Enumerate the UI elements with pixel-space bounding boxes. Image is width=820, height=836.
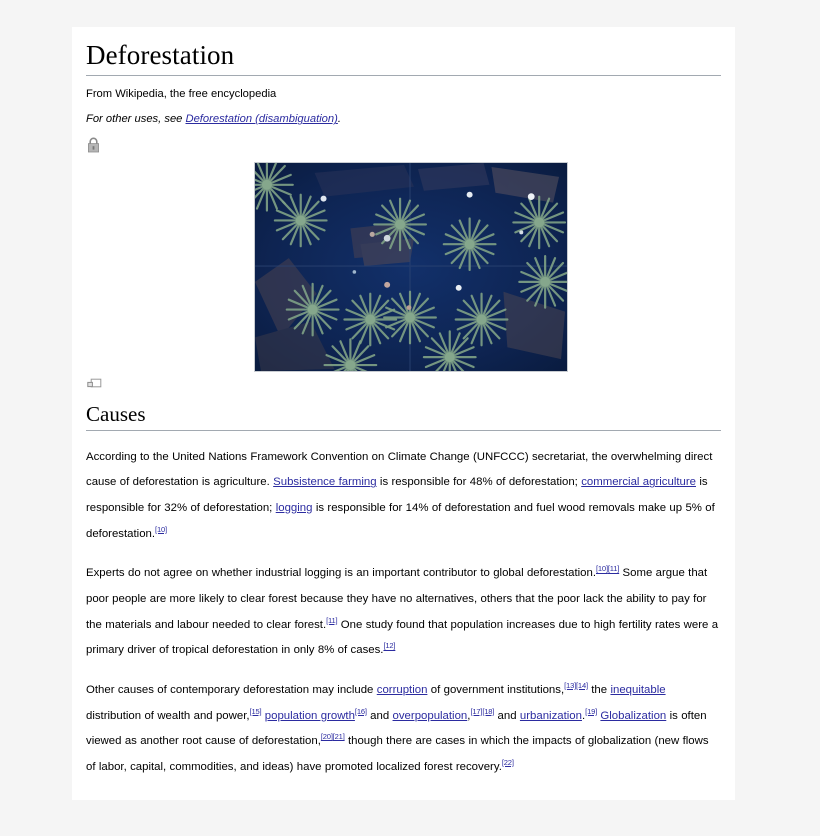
article-content-area [72,27,735,800]
inline-link[interactable]: Globalization [600,709,667,722]
hatnote-suffix: . [337,113,341,126]
paragraph-text: of government institutions, [427,683,565,696]
inline-link[interactable]: inequitable [610,683,666,696]
inline-link[interactable]: overpopulation [392,709,468,722]
citation-ref[interactable]: [19] [585,706,598,716]
paragraph-text: According to the United Nations Framework Convention on Climate Change (UNFCCC) secretariat, the overwhelming direct cause of deforestation is agriculture. [86,450,713,489]
photo-image [255,163,567,371]
section-heading-causes: Causes [86,401,146,426]
inline-link[interactable]: urbanization [519,709,582,722]
inline-link[interactable]: population growth [264,709,355,722]
citation-ref[interactable]: [20] [320,732,333,742]
paragraph-text: and [366,709,393,722]
paragraph-text: Some argue that poor people are more likely to clear forest because they have no alternatives, others that the poor lack the ability to pay for the materials and labour needed to clear forest. [86,567,708,631]
page-title: Deforestation [86,40,235,70]
paragraph-text: is responsible for 14% of deforestation and fuel wood removals make up 5% of deforestation. [86,502,715,540]
inline-link[interactable]: logging [275,502,313,515]
paragraph-text: , [467,709,471,722]
article-figure [86,160,721,378]
inline-link[interactable]: commercial agriculture [581,476,696,489]
paragraph-text: is responsible for 32% of deforestation; [86,476,708,515]
paragraph-text: One study found that population increases due to high fertility rates were a primary driver of tropical deforestation in only 8% of cases. [86,618,719,657]
site-subtitle: From Wikipedia, the free encyclopedia [86,88,277,101]
enlarge-image-row [86,378,721,398]
paragraph-text: distribution of wealth and power, [86,709,250,722]
citation-ref[interactable]: [11] [326,615,338,625]
citation-ref[interactable]: [13] [564,681,577,691]
citation-ref[interactable]: [15] [249,706,262,716]
citation-ref[interactable]: [16] [354,706,367,716]
paragraph-2 [86,561,721,664]
paragraph-text: and [494,709,520,722]
title-divider [86,75,721,76]
paragraph-text: Experts do not agree on whether industrial logging is an important contributor to global deforestation. [86,567,596,580]
citation-ref[interactable]: [22] [501,758,514,768]
protection-indicator-row [86,134,721,160]
hatnote [86,111,721,127]
disambiguation-link[interactable]: Deforestation (disambiguation) [185,113,338,126]
lock-icon[interactable] [87,137,100,153]
citation-ref[interactable]: [10] [155,524,167,534]
citation-ref[interactable]: [14] [576,681,588,691]
inline-link[interactable]: corruption [376,683,428,696]
paragraph-text: . [581,709,586,722]
paragraph-3 [86,678,721,781]
section-divider [86,430,721,431]
citation-ref[interactable]: [21] [332,732,345,742]
inline-link[interactable]: Subsistence farming [273,476,377,489]
enlarge-icon[interactable] [87,378,102,390]
paragraph-text: Other causes of contemporary deforestation may include [86,683,377,696]
hatnote-prefix: For other uses, see [86,113,186,126]
deforestation-photo[interactable] [254,162,568,372]
paragraph-1 [86,445,721,548]
citation-ref[interactable]: [12] [383,641,396,651]
citation-ref[interactable]: [10] [596,564,608,574]
paragraph-text: is often viewed as another root cause of deforestation, [86,709,707,748]
paragraph-text: is responsible for 48% of deforestation; [376,476,582,489]
citation-ref[interactable]: [17] [470,706,483,716]
citation-ref[interactable]: [11] [607,564,620,574]
citation-ref[interactable]: [18] [482,706,495,716]
paragraph-text: the [587,683,611,696]
paragraph-text: though there are cases in which the impacts of globalization (new flows of labor, capital, commodities, and ideas) have promoted localized forest recovery. [86,735,709,773]
